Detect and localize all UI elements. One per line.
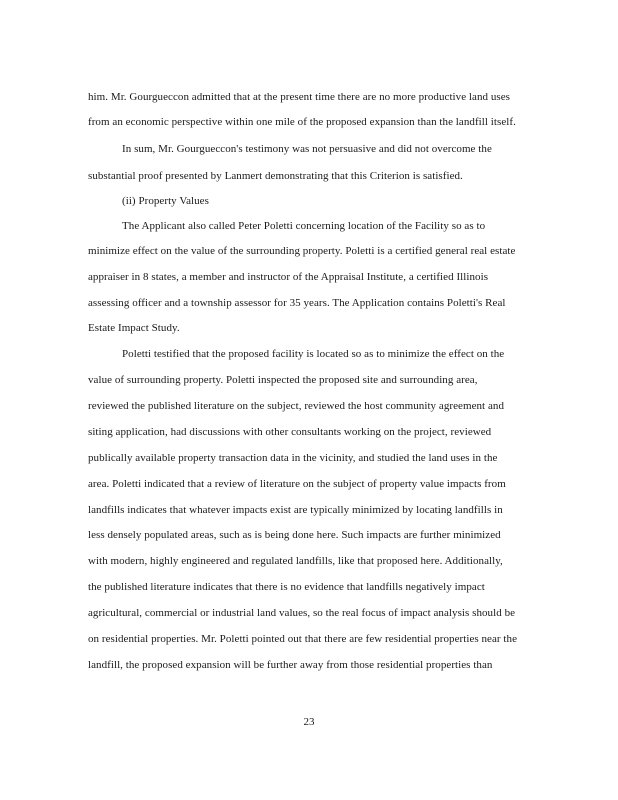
section-heading: (ii) Property Values	[122, 195, 209, 207]
text-line: In sum, Mr. Gourgueccon's testimony was not persuasive and did not overcome the	[122, 143, 492, 155]
text-line: appraiser in 8 states, a member and instructor of the Appraisal Institute, a certified Illinois	[88, 271, 489, 283]
page-number: 23	[303, 716, 315, 728]
text-line: minimize effect on the value of the surrounding property. Poletti is a certified general real estate	[88, 245, 516, 257]
text-line: reviewed the published literature on the subject, reviewed the host community agreement and	[88, 400, 504, 412]
text-line: on residential properties. Mr. Poletti pointed out that there are few residential properties near the	[88, 633, 518, 645]
text-line: landfills indicates that whatever impacts exist are typically minimized by locating landfills in	[88, 504, 503, 516]
text-line: Poletti testified that the proposed facility is located so as to minimize the effect on the	[122, 348, 505, 360]
text-line: him. Mr. Gourgueccon admitted that at the present time there are no more productive land uses	[88, 91, 511, 103]
text-line: assessing officer and a township assessor for 35 years. The Application contains Poletti's Real	[88, 297, 506, 309]
text-line: substantial proof presented by Lanmert demonstrating that this Criterion is satisfied.	[88, 170, 463, 182]
text-line: area. Poletti indicated that a review of literature on the subject of property value impacts from	[88, 478, 506, 490]
text-line: Estate Impact Study.	[88, 322, 180, 334]
text-line: the published literature indicates that there is no evidence that landfills negatively impact	[88, 581, 485, 593]
text-line: siting application, had discussions with other consultants working on the project, reviewed	[88, 426, 492, 438]
text-line: from an economic perspective within one mile of the proposed expansion than the landfill itself.	[88, 116, 516, 128]
text-line: with modern, highly engineered and regulated landfills, like that proposed here. Additionally,	[88, 555, 503, 567]
text-line: landfill, the proposed expansion will be further away from those residential properties than	[88, 659, 493, 671]
text-line: value of surrounding property. Poletti inspected the proposed site and surrounding area,	[88, 374, 478, 386]
text-line: publically available property transaction data in the vicinity, and studied the land uses in the	[88, 452, 498, 464]
text-line: less densely populated areas, such as is being done here. Such impacts are further minimized	[88, 529, 501, 541]
text-line: agricultural, commercial or industrial land values, so the real focus of impact analysis should be	[88, 607, 516, 619]
text-line: The Applicant also called Peter Poletti concerning location of the Facility so as to	[122, 220, 486, 232]
